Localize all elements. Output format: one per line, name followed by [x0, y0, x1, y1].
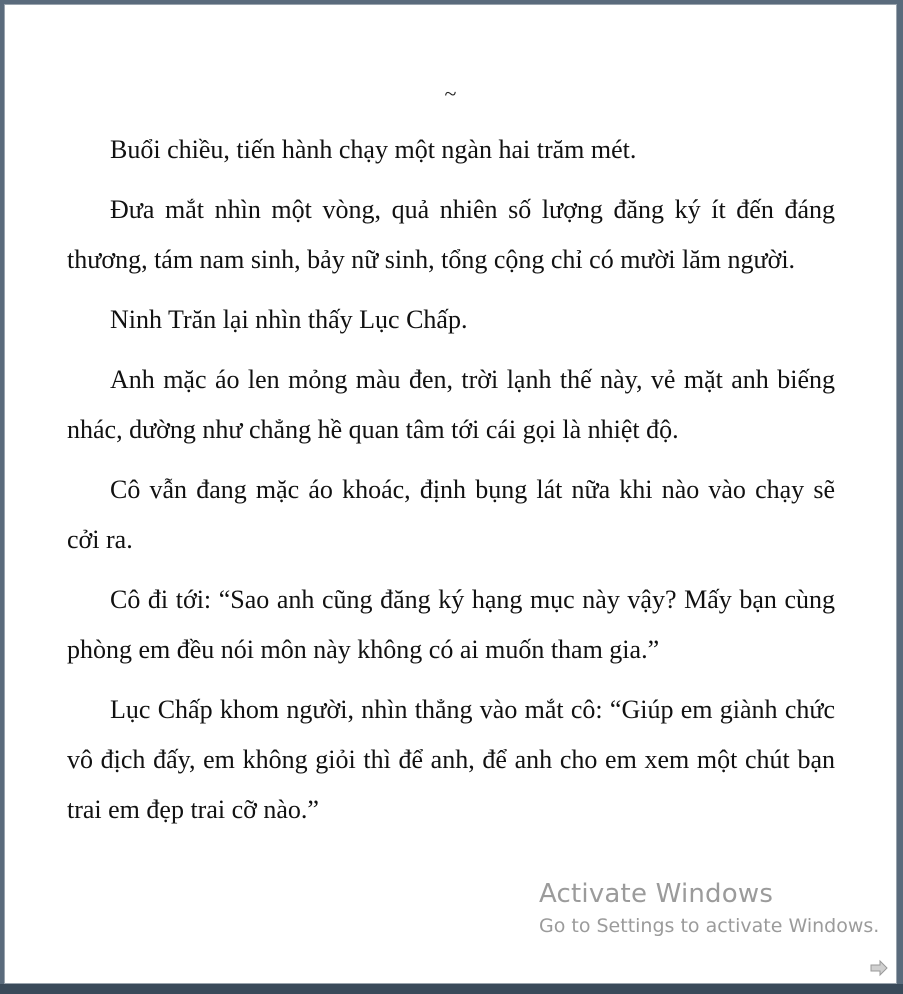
paragraph: Cô vẫn đang mặc áo khoác, định bụng lát nữa khi nào vào chạy sẽ cởi ra. — [67, 475, 835, 554]
paragraph: Lục Chấp khom người, nhìn thẳng vào mắt cô: “Giúp em giành chức vô địch đấy, em không giỏi thì để anh, để anh cho em xem một chút bạn trai em đẹp trai cỡ nào.” — [67, 695, 835, 824]
paragraph: Buổi chiều, tiến hành chạy một ngàn hai trăm mét. — [110, 135, 637, 164]
section-separator: ~ — [444, 81, 457, 106]
document-page — [4, 4, 897, 984]
paragraph: Cô đi tới: “Sao anh cũng đăng ký hạng mục này vậy? Mấy bạn cùng phòng em đều nói môn này không có ai muốn tham gia.” — [67, 585, 835, 664]
arrow-right-icon[interactable] — [869, 959, 889, 977]
activation-watermark — [539, 877, 879, 941]
paragraph: Ninh Trăn lại nhìn thấy Lục Chấp. — [110, 305, 468, 334]
document-body — [67, 125, 835, 845]
paragraph: Anh mặc áo len mỏng màu đen, trời lạnh thế này, vẻ mặt anh biếng nhác, dường như chẳng hề quan tâm tới cái gọi là nhiệt độ. — [67, 365, 835, 444]
paragraph: Đưa mắt nhìn một vòng, quả nhiên số lượng đăng ký ít đến đáng thương, tám nam sinh, bảy nữ sinh, tổng cộng chỉ có mười lăm người. — [67, 195, 835, 274]
window-bottom-edge — [0, 984, 903, 994]
watermark-subtitle: Go to Settings to activate Windows. — [539, 915, 880, 937]
watermark-title: Activate Windows — [539, 879, 774, 909]
